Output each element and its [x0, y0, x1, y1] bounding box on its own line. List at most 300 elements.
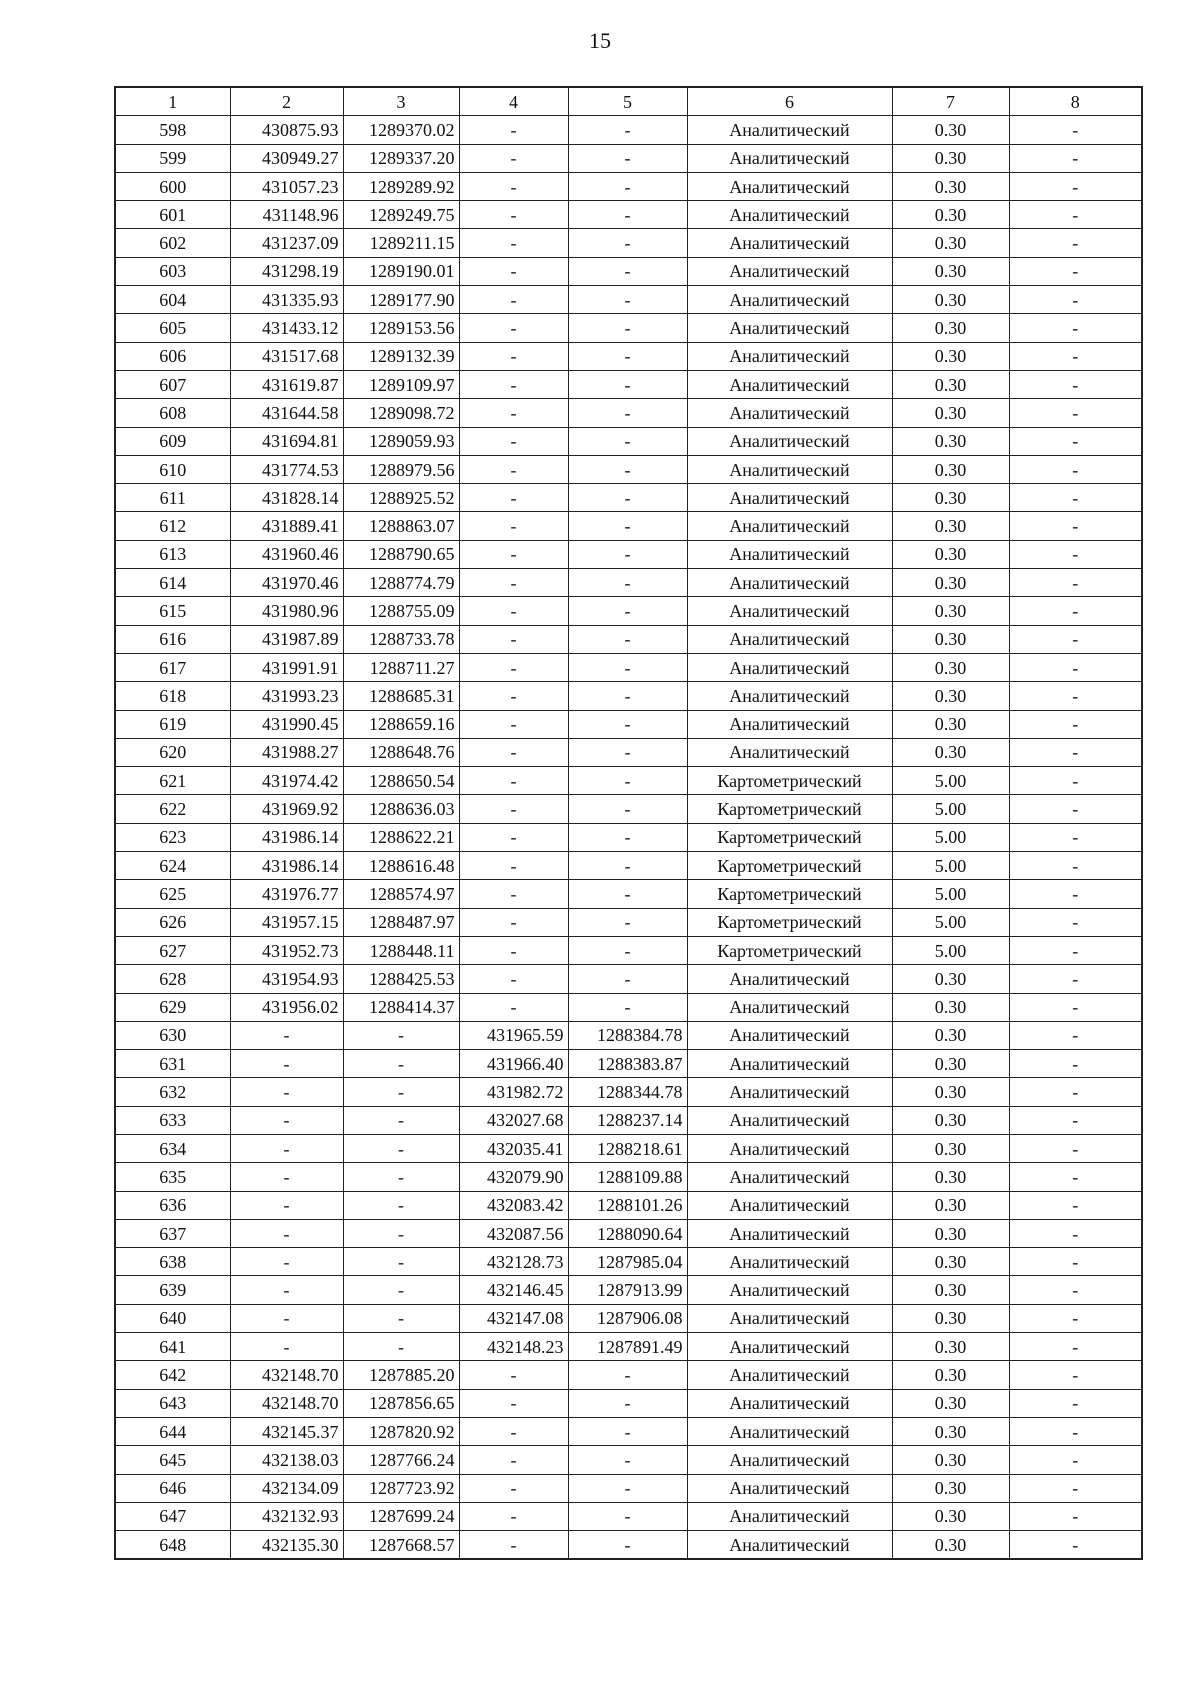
table-cell: 0.30 [892, 427, 1009, 455]
table-cell: - [230, 1078, 343, 1106]
table-cell: 432035.41 [459, 1134, 568, 1162]
table-cell: Аналитический [687, 1417, 892, 1445]
table-row [115, 1502, 1142, 1530]
table-cell: Аналитический [687, 653, 892, 681]
table-row [115, 172, 1142, 200]
table-cell: 1289177.90 [343, 286, 459, 314]
table-cell: Аналитический [687, 1276, 892, 1304]
table-cell: 639 [115, 1276, 230, 1304]
table-cell: - [459, 965, 568, 993]
table-cell: - [459, 172, 568, 200]
table-cell: - [1009, 1021, 1142, 1049]
table-cell: - [230, 1333, 343, 1361]
table-cell: - [459, 1531, 568, 1560]
table-row [115, 286, 1142, 314]
table-cell: 5.00 [892, 852, 1009, 880]
table-cell: 0.30 [892, 484, 1009, 512]
table-cell: 431335.93 [230, 286, 343, 314]
table-cell: 431980.96 [230, 597, 343, 625]
table-cell: 1289132.39 [343, 342, 459, 370]
table-cell: Аналитический [687, 1050, 892, 1078]
table-cell: 1288622.21 [343, 823, 459, 851]
table-cell: - [568, 738, 687, 766]
table-cell: - [568, 625, 687, 653]
table-row [115, 1389, 1142, 1417]
table-cell: 0.30 [892, 569, 1009, 597]
table-cell: - [230, 1219, 343, 1247]
table-cell: Аналитический [687, 512, 892, 540]
table-cell: 1287766.24 [343, 1446, 459, 1474]
table-cell: 1288979.56 [343, 455, 459, 483]
table-cell: 1288414.37 [343, 993, 459, 1021]
table-cell: - [459, 1474, 568, 1502]
column-header: 1 [115, 87, 230, 116]
table-row [115, 823, 1142, 851]
table-cell: 1289337.20 [343, 144, 459, 172]
table-cell: 1288574.97 [343, 880, 459, 908]
table-cell: - [343, 1304, 459, 1332]
table-cell: 0.30 [892, 1304, 1009, 1332]
table-cell: - [230, 1248, 343, 1276]
table-cell: - [568, 597, 687, 625]
table-cell: 0.30 [892, 682, 1009, 710]
table-cell: Аналитический [687, 738, 892, 766]
table-cell: Картометрический [687, 767, 892, 795]
table-cell: - [459, 1446, 568, 1474]
table-cell: 431057.23 [230, 172, 343, 200]
table-cell: - [343, 1191, 459, 1219]
table-cell: Аналитический [687, 1078, 892, 1106]
table-cell: 1288344.78 [568, 1078, 687, 1106]
table-cell: 0.30 [892, 965, 1009, 993]
table-cell: - [459, 370, 568, 398]
table-cell: 432138.03 [230, 1446, 343, 1474]
table-row [115, 399, 1142, 427]
table-cell: 0.30 [892, 653, 1009, 681]
table-cell: 431956.02 [230, 993, 343, 1021]
table-cell: - [230, 1050, 343, 1078]
table-cell: - [1009, 738, 1142, 766]
table-cell: - [1009, 399, 1142, 427]
table-cell: 611 [115, 484, 230, 512]
table-cell: - [1009, 1333, 1142, 1361]
table-cell: 606 [115, 342, 230, 370]
table-cell: - [343, 1106, 459, 1134]
table-cell: 645 [115, 1446, 230, 1474]
table-cell: - [568, 172, 687, 200]
table-cell: - [1009, 1163, 1142, 1191]
table-cell: - [459, 710, 568, 738]
table-cell: 1288383.87 [568, 1050, 687, 1078]
table-cell: 614 [115, 569, 230, 597]
table-cell: 1287856.65 [343, 1389, 459, 1417]
table-cell: 431993.23 [230, 682, 343, 710]
table-cell: 431987.89 [230, 625, 343, 653]
table-cell: 431988.27 [230, 738, 343, 766]
table-cell: 622 [115, 795, 230, 823]
table-cell: 431298.19 [230, 257, 343, 285]
table-row [115, 852, 1142, 880]
table-row [115, 1050, 1142, 1078]
table-cell: Аналитический [687, 1106, 892, 1134]
table-cell: 617 [115, 653, 230, 681]
table-row [115, 908, 1142, 936]
table-row [115, 1304, 1142, 1332]
table-cell: 431990.45 [230, 710, 343, 738]
table-cell: Аналитический [687, 1333, 892, 1361]
table-row [115, 116, 1142, 144]
table-cell: Аналитический [687, 1248, 892, 1276]
table-cell: Аналитический [687, 710, 892, 738]
table-cell: - [459, 880, 568, 908]
table-cell: 431148.96 [230, 201, 343, 229]
table-cell: Аналитический [687, 1531, 892, 1560]
table-cell: 432132.93 [230, 1502, 343, 1530]
table-cell: - [1009, 1304, 1142, 1332]
table-cell: - [568, 540, 687, 568]
table-cell: - [568, 342, 687, 370]
table-cell: 431974.42 [230, 767, 343, 795]
table-cell: 608 [115, 399, 230, 427]
table-cell: 1288659.16 [343, 710, 459, 738]
table-cell: - [568, 1502, 687, 1530]
table-cell: 637 [115, 1219, 230, 1247]
table-cell: 638 [115, 1248, 230, 1276]
table-cell: - [1009, 597, 1142, 625]
table-cell: 598 [115, 116, 230, 144]
table-cell: - [343, 1021, 459, 1049]
table-cell: 0.30 [892, 399, 1009, 427]
table-cell: - [1009, 1474, 1142, 1502]
table-cell: Аналитический [687, 370, 892, 398]
table-cell: - [1009, 370, 1142, 398]
table-row [115, 370, 1142, 398]
table-row [115, 1333, 1142, 1361]
table-cell: 1288863.07 [343, 512, 459, 540]
table-cell: 431969.92 [230, 795, 343, 823]
table-cell: - [230, 1106, 343, 1134]
table-cell: Картометрический [687, 852, 892, 880]
table-cell: Аналитический [687, 1134, 892, 1162]
table-cell: Аналитический [687, 455, 892, 483]
table-cell: 0.30 [892, 144, 1009, 172]
table-cell: - [1009, 993, 1142, 1021]
table-cell: 431952.73 [230, 936, 343, 964]
table-cell: - [1009, 286, 1142, 314]
table-cell: 1288109.88 [568, 1163, 687, 1191]
table-row [115, 597, 1142, 625]
table-cell: 1288384.78 [568, 1021, 687, 1049]
table-cell: - [459, 229, 568, 257]
column-header: 2 [230, 87, 343, 116]
table-row [115, 1248, 1142, 1276]
table-cell: - [568, 908, 687, 936]
table-cell: 1287723.92 [343, 1474, 459, 1502]
table-cell: 431970.46 [230, 569, 343, 597]
table-cell: 647 [115, 1502, 230, 1530]
table-cell: Аналитический [687, 257, 892, 285]
table-cell: 0.30 [892, 1502, 1009, 1530]
table-cell: 0.30 [892, 1191, 1009, 1219]
table-cell: - [343, 1248, 459, 1276]
table-cell: 629 [115, 993, 230, 1021]
table-cell: Аналитический [687, 201, 892, 229]
table-cell: 646 [115, 1474, 230, 1502]
table-cell: - [343, 1050, 459, 1078]
table-cell: 627 [115, 936, 230, 964]
table-cell: - [1009, 1502, 1142, 1530]
table-cell: 431644.58 [230, 399, 343, 427]
table-cell: - [459, 908, 568, 936]
table-cell: 0.30 [892, 625, 1009, 653]
table-row [115, 257, 1142, 285]
table-cell: 620 [115, 738, 230, 766]
table-cell: - [1009, 172, 1142, 200]
table-cell: 1288237.14 [568, 1106, 687, 1134]
table-cell: - [343, 1333, 459, 1361]
table-cell: 431986.14 [230, 823, 343, 851]
table-cell: - [1009, 908, 1142, 936]
table-cell: Аналитический [687, 1474, 892, 1502]
table-cell: 633 [115, 1106, 230, 1134]
table-cell: - [1009, 1276, 1142, 1304]
table-cell: 0.30 [892, 1106, 1009, 1134]
table-cell: - [1009, 852, 1142, 880]
table-cell: 1288648.76 [343, 738, 459, 766]
table-cell: - [568, 823, 687, 851]
table-row [115, 682, 1142, 710]
table-cell: 431976.77 [230, 880, 343, 908]
table-cell: 431517.68 [230, 342, 343, 370]
table-cell: 0.30 [892, 370, 1009, 398]
table-cell: 1289211.15 [343, 229, 459, 257]
table-row [115, 1078, 1142, 1106]
table-cell: Аналитический [687, 1219, 892, 1247]
table-cell: Аналитический [687, 229, 892, 257]
table-cell: - [1009, 1106, 1142, 1134]
table-cell: - [568, 1531, 687, 1560]
table-cell: - [568, 682, 687, 710]
table-cell: - [230, 1021, 343, 1049]
table-cell: 0.30 [892, 257, 1009, 285]
table-cell: 618 [115, 682, 230, 710]
table-cell: 604 [115, 286, 230, 314]
table-cell: 432079.90 [459, 1163, 568, 1191]
table-cell: - [1009, 1389, 1142, 1417]
table-cell: 1288755.09 [343, 597, 459, 625]
table-cell: 0.30 [892, 597, 1009, 625]
table-cell: Аналитический [687, 625, 892, 653]
table-cell: 5.00 [892, 823, 1009, 851]
table-cell: - [1009, 1078, 1142, 1106]
table-cell: - [568, 993, 687, 1021]
table-cell: 431966.40 [459, 1050, 568, 1078]
table-cell: - [230, 1276, 343, 1304]
table-cell: - [1009, 1361, 1142, 1389]
table-cell: 432146.45 [459, 1276, 568, 1304]
table-cell: - [1009, 427, 1142, 455]
table-cell: - [1009, 540, 1142, 568]
table-cell: 0.30 [892, 512, 1009, 540]
table-cell: - [568, 936, 687, 964]
table-cell: - [568, 1446, 687, 1474]
table-cell: 431982.72 [459, 1078, 568, 1106]
table-cell: 1289153.56 [343, 314, 459, 342]
table-row [115, 993, 1142, 1021]
table-cell: 0.30 [892, 1050, 1009, 1078]
table-cell: - [459, 455, 568, 483]
table-cell: - [568, 427, 687, 455]
table-header-row [115, 87, 1142, 116]
table-cell: 1289370.02 [343, 116, 459, 144]
table-row [115, 342, 1142, 370]
table-cell: - [459, 993, 568, 1021]
table-cell: 432087.56 [459, 1219, 568, 1247]
table-cell: - [343, 1219, 459, 1247]
table-cell: 5.00 [892, 936, 1009, 964]
table-cell: - [568, 1389, 687, 1417]
table-cell: - [568, 370, 687, 398]
table-cell: - [568, 201, 687, 229]
table-cell: 642 [115, 1361, 230, 1389]
table-cell: Аналитический [687, 286, 892, 314]
table-cell: 431619.87 [230, 370, 343, 398]
table-cell: - [459, 484, 568, 512]
table-cell: 0.30 [892, 1446, 1009, 1474]
table-cell: - [459, 201, 568, 229]
table-cell: Аналитический [687, 569, 892, 597]
table-row [115, 1276, 1142, 1304]
table-cell: 1288487.97 [343, 908, 459, 936]
column-header: 6 [687, 87, 892, 116]
table-row [115, 512, 1142, 540]
table-cell: - [1009, 795, 1142, 823]
table-row [115, 1163, 1142, 1191]
table-cell: - [568, 455, 687, 483]
table-cell: - [459, 653, 568, 681]
table-cell: 1288774.79 [343, 569, 459, 597]
table-cell: 430949.27 [230, 144, 343, 172]
column-header: 8 [1009, 87, 1142, 116]
column-header: 4 [459, 87, 568, 116]
table-row [115, 653, 1142, 681]
table-cell: 628 [115, 965, 230, 993]
table-cell: 612 [115, 512, 230, 540]
table-cell: 0.30 [892, 1134, 1009, 1162]
column-header: 7 [892, 87, 1009, 116]
table-cell: Аналитический [687, 342, 892, 370]
table-cell: - [568, 144, 687, 172]
table-cell: - [1009, 1417, 1142, 1445]
table-cell: Аналитический [687, 1191, 892, 1219]
table-cell: 610 [115, 455, 230, 483]
table-cell: 0.30 [892, 540, 1009, 568]
table-cell: 5.00 [892, 880, 1009, 908]
table-row [115, 540, 1142, 568]
table-cell: 1289289.92 [343, 172, 459, 200]
table-cell: 432148.70 [230, 1361, 343, 1389]
table-cell: - [568, 512, 687, 540]
table-cell: 0.30 [892, 1248, 1009, 1276]
table-cell: Аналитический [687, 399, 892, 427]
table-cell: - [1009, 229, 1142, 257]
table-cell: 430875.93 [230, 116, 343, 144]
table-cell: - [1009, 257, 1142, 285]
table-cell: - [459, 314, 568, 342]
table-cell: Аналитический [687, 1389, 892, 1417]
table-body [115, 116, 1142, 1560]
table-cell: - [459, 512, 568, 540]
table-cell: - [1009, 823, 1142, 851]
table-cell: - [343, 1276, 459, 1304]
table-cell: - [568, 286, 687, 314]
table-cell: - [459, 342, 568, 370]
table-cell: 648 [115, 1531, 230, 1560]
table-cell: 1288425.53 [343, 965, 459, 993]
table-cell: - [230, 1304, 343, 1332]
table-cell: Картометрический [687, 880, 892, 908]
table-cell: 0.30 [892, 1474, 1009, 1502]
table-cell: Аналитический [687, 172, 892, 200]
table-cell: 601 [115, 201, 230, 229]
table-row [115, 880, 1142, 908]
table-cell: - [459, 427, 568, 455]
table-cell: 1288790.65 [343, 540, 459, 568]
table-cell: - [1009, 710, 1142, 738]
column-header: 3 [343, 87, 459, 116]
table-cell: 605 [115, 314, 230, 342]
table-cell: 634 [115, 1134, 230, 1162]
table-row [115, 569, 1142, 597]
table-cell: Картометрический [687, 936, 892, 964]
table-cell: - [343, 1163, 459, 1191]
table-cell: 636 [115, 1191, 230, 1219]
table-cell: 432128.73 [459, 1248, 568, 1276]
table-cell: Аналитический [687, 540, 892, 568]
table-cell: - [568, 257, 687, 285]
table-cell: 626 [115, 908, 230, 936]
table-cell: Аналитический [687, 1502, 892, 1530]
table-cell: 1288733.78 [343, 625, 459, 653]
table-cell: 1288636.03 [343, 795, 459, 823]
table-cell: - [459, 1502, 568, 1530]
table-cell: 5.00 [892, 908, 1009, 936]
table-cell: - [1009, 1219, 1142, 1247]
table-cell: 0.30 [892, 1333, 1009, 1361]
table-cell: 615 [115, 597, 230, 625]
table-cell: 1288650.54 [343, 767, 459, 795]
table-cell: - [568, 314, 687, 342]
table-cell: 0.30 [892, 738, 1009, 766]
table-cell: Картометрический [687, 908, 892, 936]
table-row [115, 738, 1142, 766]
table-row [115, 1106, 1142, 1134]
table-cell: 432148.23 [459, 1333, 568, 1361]
table-cell: - [230, 1191, 343, 1219]
table-cell: - [1009, 342, 1142, 370]
table-cell: 1288101.26 [568, 1191, 687, 1219]
table-cell: 431986.14 [230, 852, 343, 880]
table-row [115, 1474, 1142, 1502]
table-row [115, 710, 1142, 738]
table-cell: 1287985.04 [568, 1248, 687, 1276]
table-cell: 431889.41 [230, 512, 343, 540]
table-cell: 609 [115, 427, 230, 455]
table-cell: 599 [115, 144, 230, 172]
table-cell: 431991.91 [230, 653, 343, 681]
table-cell: Аналитический [687, 427, 892, 455]
table-cell: 5.00 [892, 795, 1009, 823]
